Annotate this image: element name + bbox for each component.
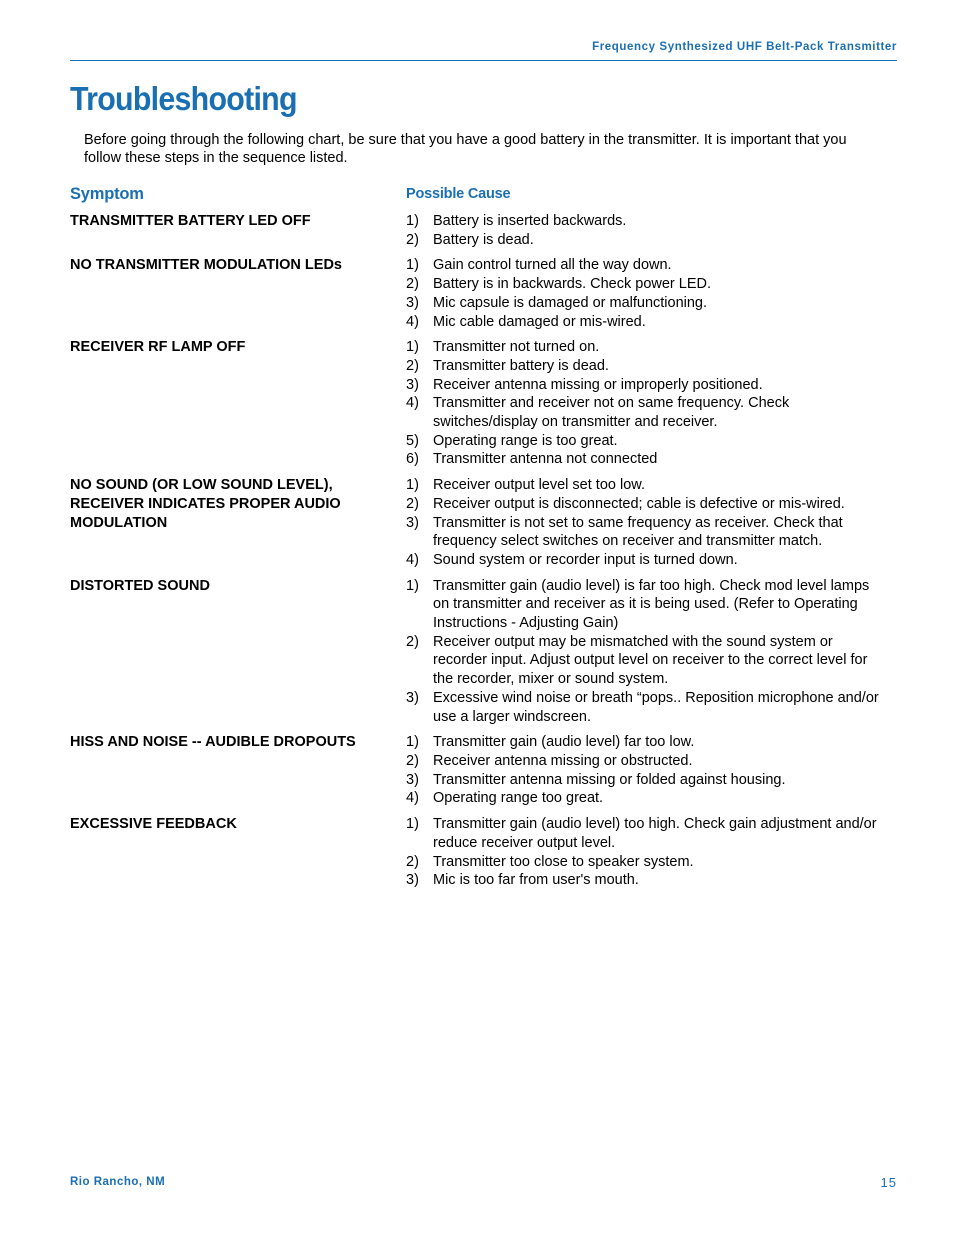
list-item [406,376,886,395]
symptom-text: RECEIVER RF LAMP OFF [70,339,246,356]
list-item [406,294,886,313]
cause-list [406,733,886,808]
cause-number: 4) [406,395,419,412]
list-item [406,394,886,431]
cause-number: 2) [406,231,419,248]
cause-text: Battery is in backwards. Check power LED. [433,276,712,293]
cause-text: Transmitter antenna not connected [433,451,658,468]
cause-list [406,577,886,727]
cause-number: 6) [406,451,419,468]
cause-text: Transmitter gain (audio level) too high. Check gain adjustment and/or reduce receiver output level. [433,816,877,851]
intro-paragraph: Before going through the following chart, be sure that you have a good battery in the transmitter. It is important that you follow these steps in the sequence listed. [84,132,847,166]
list-item [406,338,886,357]
cause-number: 3) [406,514,419,531]
cause-text: Excessive wind noise or breath “pops.. Reposition microphone and/or use a larger windscreen. [433,689,879,725]
list-item [406,476,886,495]
cause-number: 2) [406,276,419,293]
page-number: 15 [880,1175,897,1190]
table-row [70,338,900,469]
symptom-column-heading: Symptom [70,185,144,203]
symptom-text: DISTORTED SOUND [70,577,210,594]
cause-number: 4) [406,551,419,568]
troubleshooting-table [70,212,900,897]
list-item [406,495,886,514]
cause-number: 2) [406,752,419,769]
list-item [406,313,886,332]
list-item [406,752,886,771]
cause-text: Gain control turned all the way down. [433,257,672,274]
cause-number: 2) [406,357,419,374]
table-row [70,256,900,331]
list-item [406,212,886,231]
cause-number: 1) [406,477,419,494]
cause-text: Transmitter not turned on. [433,339,600,356]
cause-number: 1) [406,257,419,274]
cause-column-heading: Possible Cause [406,186,511,202]
cause-number: 3) [406,689,419,706]
cause-number: 1) [406,577,419,594]
cause-text: Receiver output level set too low. [433,477,645,494]
cause-number: 3) [406,872,419,889]
cause-number: 5) [406,432,419,449]
table-row [70,476,900,570]
list-item [406,450,886,469]
cause-text: Receiver antenna missing or obstructed. [433,752,693,769]
cause-text: Operating range too great. [433,790,604,807]
cause-text: Transmitter antenna missing or folded against housing. [433,771,786,788]
cause-text: Receiver output is disconnected; cable is defective or mis-wired. [433,495,845,512]
page-title: Troubleshooting [70,80,297,117]
cause-number: 1) [406,816,419,833]
cause-number: 2) [406,495,419,512]
cause-list [406,212,886,249]
cause-list [406,815,886,890]
cause-number: 4) [406,313,419,330]
symptom-text: TRANSMITTER BATTERY LED OFF [70,213,311,229]
cause-text: Battery is inserted backwards. [433,213,627,229]
cause-number: 4) [406,790,419,807]
symptom-text: EXCESSIVE FEEDBACK [70,816,237,833]
cause-text: Mic capsule is damaged or malfunctioning. [433,294,708,311]
cause-number: 1) [406,734,419,751]
cause-text: Transmitter gain (audio level) is far too high. Check mod level lamps on transmitter and receiver as it is being used. (Refer to Operating Instructions - Adjusting Gain) [433,577,870,632]
cause-list [406,338,886,469]
list-item [406,275,886,294]
list-item [406,815,886,852]
list-item [406,771,886,790]
cause-text: Transmitter and receiver not on same frequency. Check switches/display on transmitter and receiver. [433,395,790,431]
list-item [406,551,886,570]
cause-text: Transmitter battery is dead. [433,357,609,374]
footer-location: Rio Rancho, NM [70,1176,166,1188]
cause-number: 2) [406,853,419,870]
cause-number: 3) [406,771,419,788]
list-item [406,256,886,275]
cause-number: 3) [406,376,419,393]
cause-text: Mic is too far from user's mouth. [433,872,639,889]
cause-number: 3) [406,294,419,311]
running-header: Frequency Synthesized UHF Belt-Pack Transmitter [592,41,897,53]
symptom-text: NO TRANSMITTER MODULATION LEDs [70,257,342,274]
table-row [70,733,900,808]
list-item [406,733,886,752]
table-row [70,815,900,890]
list-item [406,633,886,689]
cause-text: Transmitter too close to speaker system. [433,853,694,870]
symptom-text: NO SOUND (OR LOW SOUND LEVEL), RECEIVER INDICATES PROPER AUDIO MODULATION [70,477,341,531]
table-row [70,212,900,249]
list-item [406,577,886,633]
list-item [406,853,886,872]
cause-text: Sound system or recorder input is turned down. [433,551,738,568]
cause-text: Receiver output may be mismatched with the sound system or recorder input. Adjust output level on receiver to the correct level for the recorder, mixer or sound system. [433,633,868,688]
cause-text: Transmitter is not set to same frequency as receiver. Check that frequency select switches on receiver and transmitter match. [433,514,843,550]
cause-text: Mic cable damaged or mis-wired. [433,313,646,330]
cause-text: Receiver antenna missing or improperly positioned. [433,376,763,393]
header-rule [70,60,897,61]
cause-text: Transmitter gain (audio level) far too low. [433,734,695,751]
cause-list [406,256,886,331]
list-item [406,789,886,808]
cause-number: 1) [406,339,419,356]
cause-text: Battery is dead. [433,231,534,248]
cause-number: 1) [406,213,419,229]
list-item [406,231,886,250]
list-item [406,871,886,890]
cause-number: 2) [406,633,419,650]
cause-text: Operating range is too great. [433,432,618,449]
list-item [406,689,886,726]
cause-list [406,476,886,570]
list-item [406,514,886,551]
symptom-text: HISS AND NOISE -- AUDIBLE DROPOUTS [70,734,356,751]
list-item [406,357,886,376]
table-row [70,577,900,727]
list-item [406,432,886,451]
